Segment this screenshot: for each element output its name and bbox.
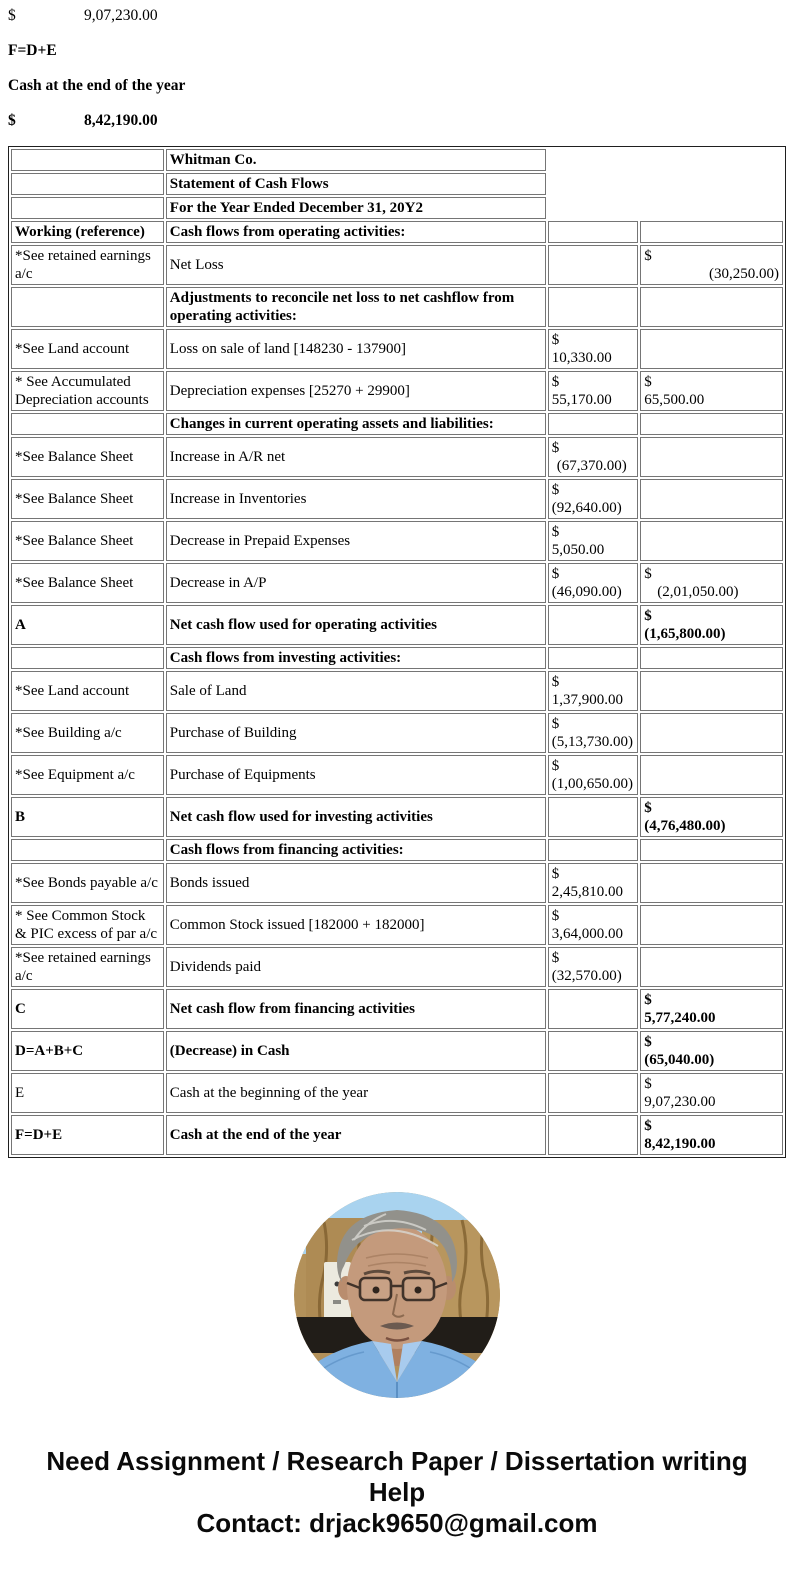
amount-value: (46,090.00): [551, 584, 622, 600]
table-row: [11, 245, 783, 285]
table-row: [11, 371, 783, 411]
currency-symbol: $: [551, 758, 560, 774]
amount-cell-col4: [640, 605, 783, 645]
table-row: [11, 287, 783, 327]
amount-cell-col4: [640, 671, 783, 711]
currency-symbol: $: [551, 332, 560, 348]
statement-title-cell: Whitman Co.: [166, 149, 546, 171]
amount-cell-col4: [640, 329, 783, 369]
table-row: [11, 797, 783, 837]
formula-line: F=D+E: [8, 42, 57, 59]
closing-cash-line: [8, 111, 786, 131]
amount-cell-col3: [548, 371, 638, 411]
description-cell: Decrease in A/P: [166, 563, 546, 603]
currency-symbol: $: [551, 524, 560, 540]
description-cell: Cash at the beginning of the year: [166, 1073, 546, 1113]
table-row: [11, 755, 783, 795]
amount-cell-col4: [640, 1073, 783, 1113]
working-reference-cell: *See Building a/c: [11, 713, 164, 753]
currency-symbol: $: [644, 1034, 652, 1050]
working-reference-cell: * See Common Stock & PIC excess of par a/c: [11, 905, 164, 945]
working-reference-cell: [11, 287, 164, 327]
statement-title-cell: For the Year Ended December 31, 20Y2: [166, 197, 546, 219]
working-reference-cell: D=A+B+C: [11, 1031, 164, 1071]
amount-value: 65,500.00: [644, 392, 705, 408]
amount-cell-col4: [640, 221, 783, 243]
amount-cell-col4: [640, 413, 783, 435]
amount-cell-col4: [640, 713, 783, 753]
working-reference-cell: * See Accumulated Depreciation accounts: [11, 371, 164, 411]
description-cell: Decrease in Prepaid Expenses: [166, 521, 546, 561]
table-row: [11, 413, 783, 435]
currency-symbol: $: [551, 440, 560, 456]
amount-cell-col4: [640, 863, 783, 903]
amount-cell-col4: [640, 245, 783, 285]
table-row: [11, 647, 783, 669]
amount-cell-col4: [640, 947, 783, 987]
amount-cell-col3: [548, 713, 638, 753]
working-reference-cell: [11, 173, 164, 195]
amount-cell-col3: [548, 1073, 638, 1113]
currency-symbol: $: [551, 950, 560, 966]
currency-symbol: $: [8, 7, 16, 24]
table-row: [11, 1073, 783, 1113]
working-reference-cell: *See Balance Sheet: [11, 521, 164, 561]
amount-value: 10,330.00: [551, 350, 612, 366]
table-row: [11, 563, 783, 603]
amount-cell-col4: [640, 563, 783, 603]
amount-cell-col3: [548, 1031, 638, 1071]
description-cell: Net Loss: [166, 245, 546, 285]
description-cell: Net cash flow used for investing activities: [166, 797, 546, 837]
currency-symbol: $: [551, 674, 560, 690]
amount-value: (1,00,650.00): [551, 776, 634, 792]
working-reference-cell: *See Land account: [11, 671, 164, 711]
currency-symbol: $: [644, 800, 652, 816]
currency-symbol: $: [551, 482, 560, 498]
description-cell: Cash flows from financing activities:: [166, 839, 546, 861]
working-reference-cell: *See Bonds payable a/c: [11, 863, 164, 903]
table-row: [11, 839, 783, 861]
footer: [8, 1446, 786, 1539]
currency-symbol: $: [644, 992, 652, 1008]
amount-value: 5,77,240.00: [644, 1010, 716, 1026]
currency-symbol: $: [551, 374, 560, 390]
working-reference-cell: *See Land account: [11, 329, 164, 369]
description-cell: Changes in current operating assets and liabilities:: [166, 413, 546, 435]
amount-cell-col3: [548, 947, 638, 987]
opening-cash-line: [8, 6, 786, 26]
working-reference-cell: [11, 149, 164, 171]
amount-cell-col4: [640, 437, 783, 477]
amount-cell-col3: [548, 605, 638, 645]
amount-value: (30,250.00): [709, 266, 779, 282]
amount-value: (67,370.00): [556, 458, 627, 474]
table-row: [11, 863, 783, 903]
currency-symbol: $: [644, 608, 652, 624]
table-row: [11, 605, 783, 645]
amount-cell-col3: [548, 1115, 638, 1155]
amount-value: 9,07,230.00: [84, 7, 158, 24]
working-reference-cell: E: [11, 1073, 164, 1113]
amount-cell-col3: [548, 221, 638, 243]
working-reference-cell: A: [11, 605, 164, 645]
contact-email-text: Contact: drjack9650@gmail.com: [196, 1508, 598, 1538]
table-row: [11, 521, 783, 561]
working-reference-cell: *See Balance Sheet: [11, 563, 164, 603]
description-cell: Cash at the end of the year: [166, 1115, 546, 1155]
currency-symbol: $: [644, 1118, 652, 1134]
amount-cell-col3: [548, 863, 638, 903]
description-cell: Cash flows from operating activities:: [166, 221, 546, 243]
working-reference-cell: *See retained earnings a/c: [11, 245, 164, 285]
amount-cell-col4: [640, 647, 783, 669]
working-reference-cell: [11, 197, 164, 219]
amount-cell-col3: [548, 989, 638, 1029]
amount-cell-col3: [548, 413, 638, 435]
description-cell: Purchase of Building: [166, 713, 546, 753]
amount-cell-col4: [640, 521, 783, 561]
table-row: [11, 1031, 783, 1071]
amount-value: 8,42,190.00: [84, 112, 158, 129]
amount-cell-col3: [548, 647, 638, 669]
amount-cell-col3: [548, 329, 638, 369]
description-cell: Loss on sale of land [148230 - 137900]: [166, 329, 546, 369]
table-title-row: [11, 149, 783, 171]
description-cell: Increase in A/R net: [166, 437, 546, 477]
table-row: [11, 479, 783, 519]
amount-cell-col4: [640, 479, 783, 519]
currency-symbol: $: [644, 1076, 652, 1092]
amount-cell-col3: [548, 797, 638, 837]
amount-cell-col3: [548, 563, 638, 603]
amount-cell-col4: [640, 1031, 783, 1071]
working-reference-cell: [11, 647, 164, 669]
amount-value: 2,45,810.00: [551, 884, 624, 900]
description-cell: Common Stock issued [182000 + 182000]: [166, 905, 546, 945]
currency-symbol: $: [644, 374, 652, 390]
amount-cell-col4: [640, 1115, 783, 1155]
amount-cell-col4: [640, 839, 783, 861]
table-row: [11, 221, 783, 243]
cash-flow-statement-table: [8, 146, 786, 1158]
amount-value: 5,050.00: [551, 542, 605, 558]
amount-cell-col4: [640, 989, 783, 1029]
table-row: [11, 437, 783, 477]
amount-value: 8,42,190.00: [644, 1136, 716, 1152]
description-cell: Net cash flow from financing activities: [166, 989, 546, 1029]
amount-value: (1,65,800.00): [644, 626, 726, 642]
merged-empty-cell: [548, 149, 783, 219]
amount-cell-col3: [548, 755, 638, 795]
promo-text: Need Assignment / Research Paper / Dissertation writing Help: [46, 1446, 748, 1507]
description-cell: Purchase of Equipments: [166, 755, 546, 795]
working-reference-cell: C: [11, 989, 164, 1029]
amount-value: (32,570.00): [551, 968, 622, 984]
amount-cell-col3: [548, 437, 638, 477]
amount-cell-col3: [548, 671, 638, 711]
amount-value: 55,170.00: [551, 392, 612, 408]
amount-cell-col3: [548, 245, 638, 285]
table-row: [11, 905, 783, 945]
amount-value: (4,76,480.00): [644, 818, 726, 834]
currency-symbol: $: [551, 566, 560, 582]
amount-cell-col3: [548, 287, 638, 327]
working-reference-cell: [11, 413, 164, 435]
table-row: [11, 713, 783, 753]
description-cell: (Decrease) in Cash: [166, 1031, 546, 1071]
working-reference-cell: F=D+E: [11, 1115, 164, 1155]
table-row: [11, 671, 783, 711]
description-cell: Cash flows from investing activities:: [166, 647, 546, 669]
amount-value: 9,07,230.00: [644, 1094, 716, 1110]
amount-value: 3,64,000.00: [551, 926, 624, 942]
table-row: [11, 329, 783, 369]
working-reference-cell: *See Balance Sheet: [11, 437, 164, 477]
description-cell: Increase in Inventories: [166, 479, 546, 519]
description-cell: Sale of Land: [166, 671, 546, 711]
amount-cell-col4: [640, 797, 783, 837]
currency-symbol: $: [644, 248, 652, 264]
working-reference-cell: Working (reference): [11, 221, 164, 243]
amount-cell-col4: [640, 755, 783, 795]
currency-symbol: $: [551, 908, 560, 924]
table-row: [11, 1115, 783, 1155]
description-cell: Depreciation expenses [25270 + 29900]: [166, 371, 546, 411]
currency-symbol: $: [644, 566, 652, 582]
working-reference-cell: [11, 839, 164, 861]
currency-symbol: $: [8, 112, 16, 129]
amount-cell-col3: [548, 905, 638, 945]
amount-value: (65,040.00): [644, 1052, 715, 1068]
table-row: [11, 989, 783, 1029]
cash-flow-table-body: [11, 149, 783, 1155]
presenter-photo: [294, 1192, 500, 1398]
table-row: [11, 947, 783, 987]
presenter-photo-illustration: [294, 1192, 500, 1398]
amount-cell-col3: [548, 521, 638, 561]
amount-cell-col4: [640, 905, 783, 945]
working-reference-cell: *See Balance Sheet: [11, 479, 164, 519]
amount-cell-col4: [640, 287, 783, 327]
amount-cell-col3: [548, 839, 638, 861]
amount-cell-col3: [548, 479, 638, 519]
working-reference-cell: *See Equipment a/c: [11, 755, 164, 795]
statement-title-cell: Statement of Cash Flows: [166, 173, 546, 195]
amount-value: (5,13,730.00): [551, 734, 634, 750]
amount-value: (2,01,050.00): [657, 584, 739, 600]
amount-value: 1,37,900.00: [551, 692, 624, 708]
amount-value: (92,640.00): [551, 500, 622, 516]
cash-end-label: Cash at the end of the year: [8, 77, 186, 94]
currency-symbol: $: [551, 716, 560, 732]
working-reference-cell: *See retained earnings a/c: [11, 947, 164, 987]
currency-symbol: $: [551, 866, 560, 882]
description-cell: Net cash flow used for operating activities: [166, 605, 546, 645]
description-cell: Bonds issued: [166, 863, 546, 903]
working-reference-cell: B: [11, 797, 164, 837]
description-cell: Dividends paid: [166, 947, 546, 987]
amount-cell-col4: [640, 371, 783, 411]
description-cell: Adjustments to reconcile net loss to net cashflow from operating activities:: [166, 287, 546, 327]
